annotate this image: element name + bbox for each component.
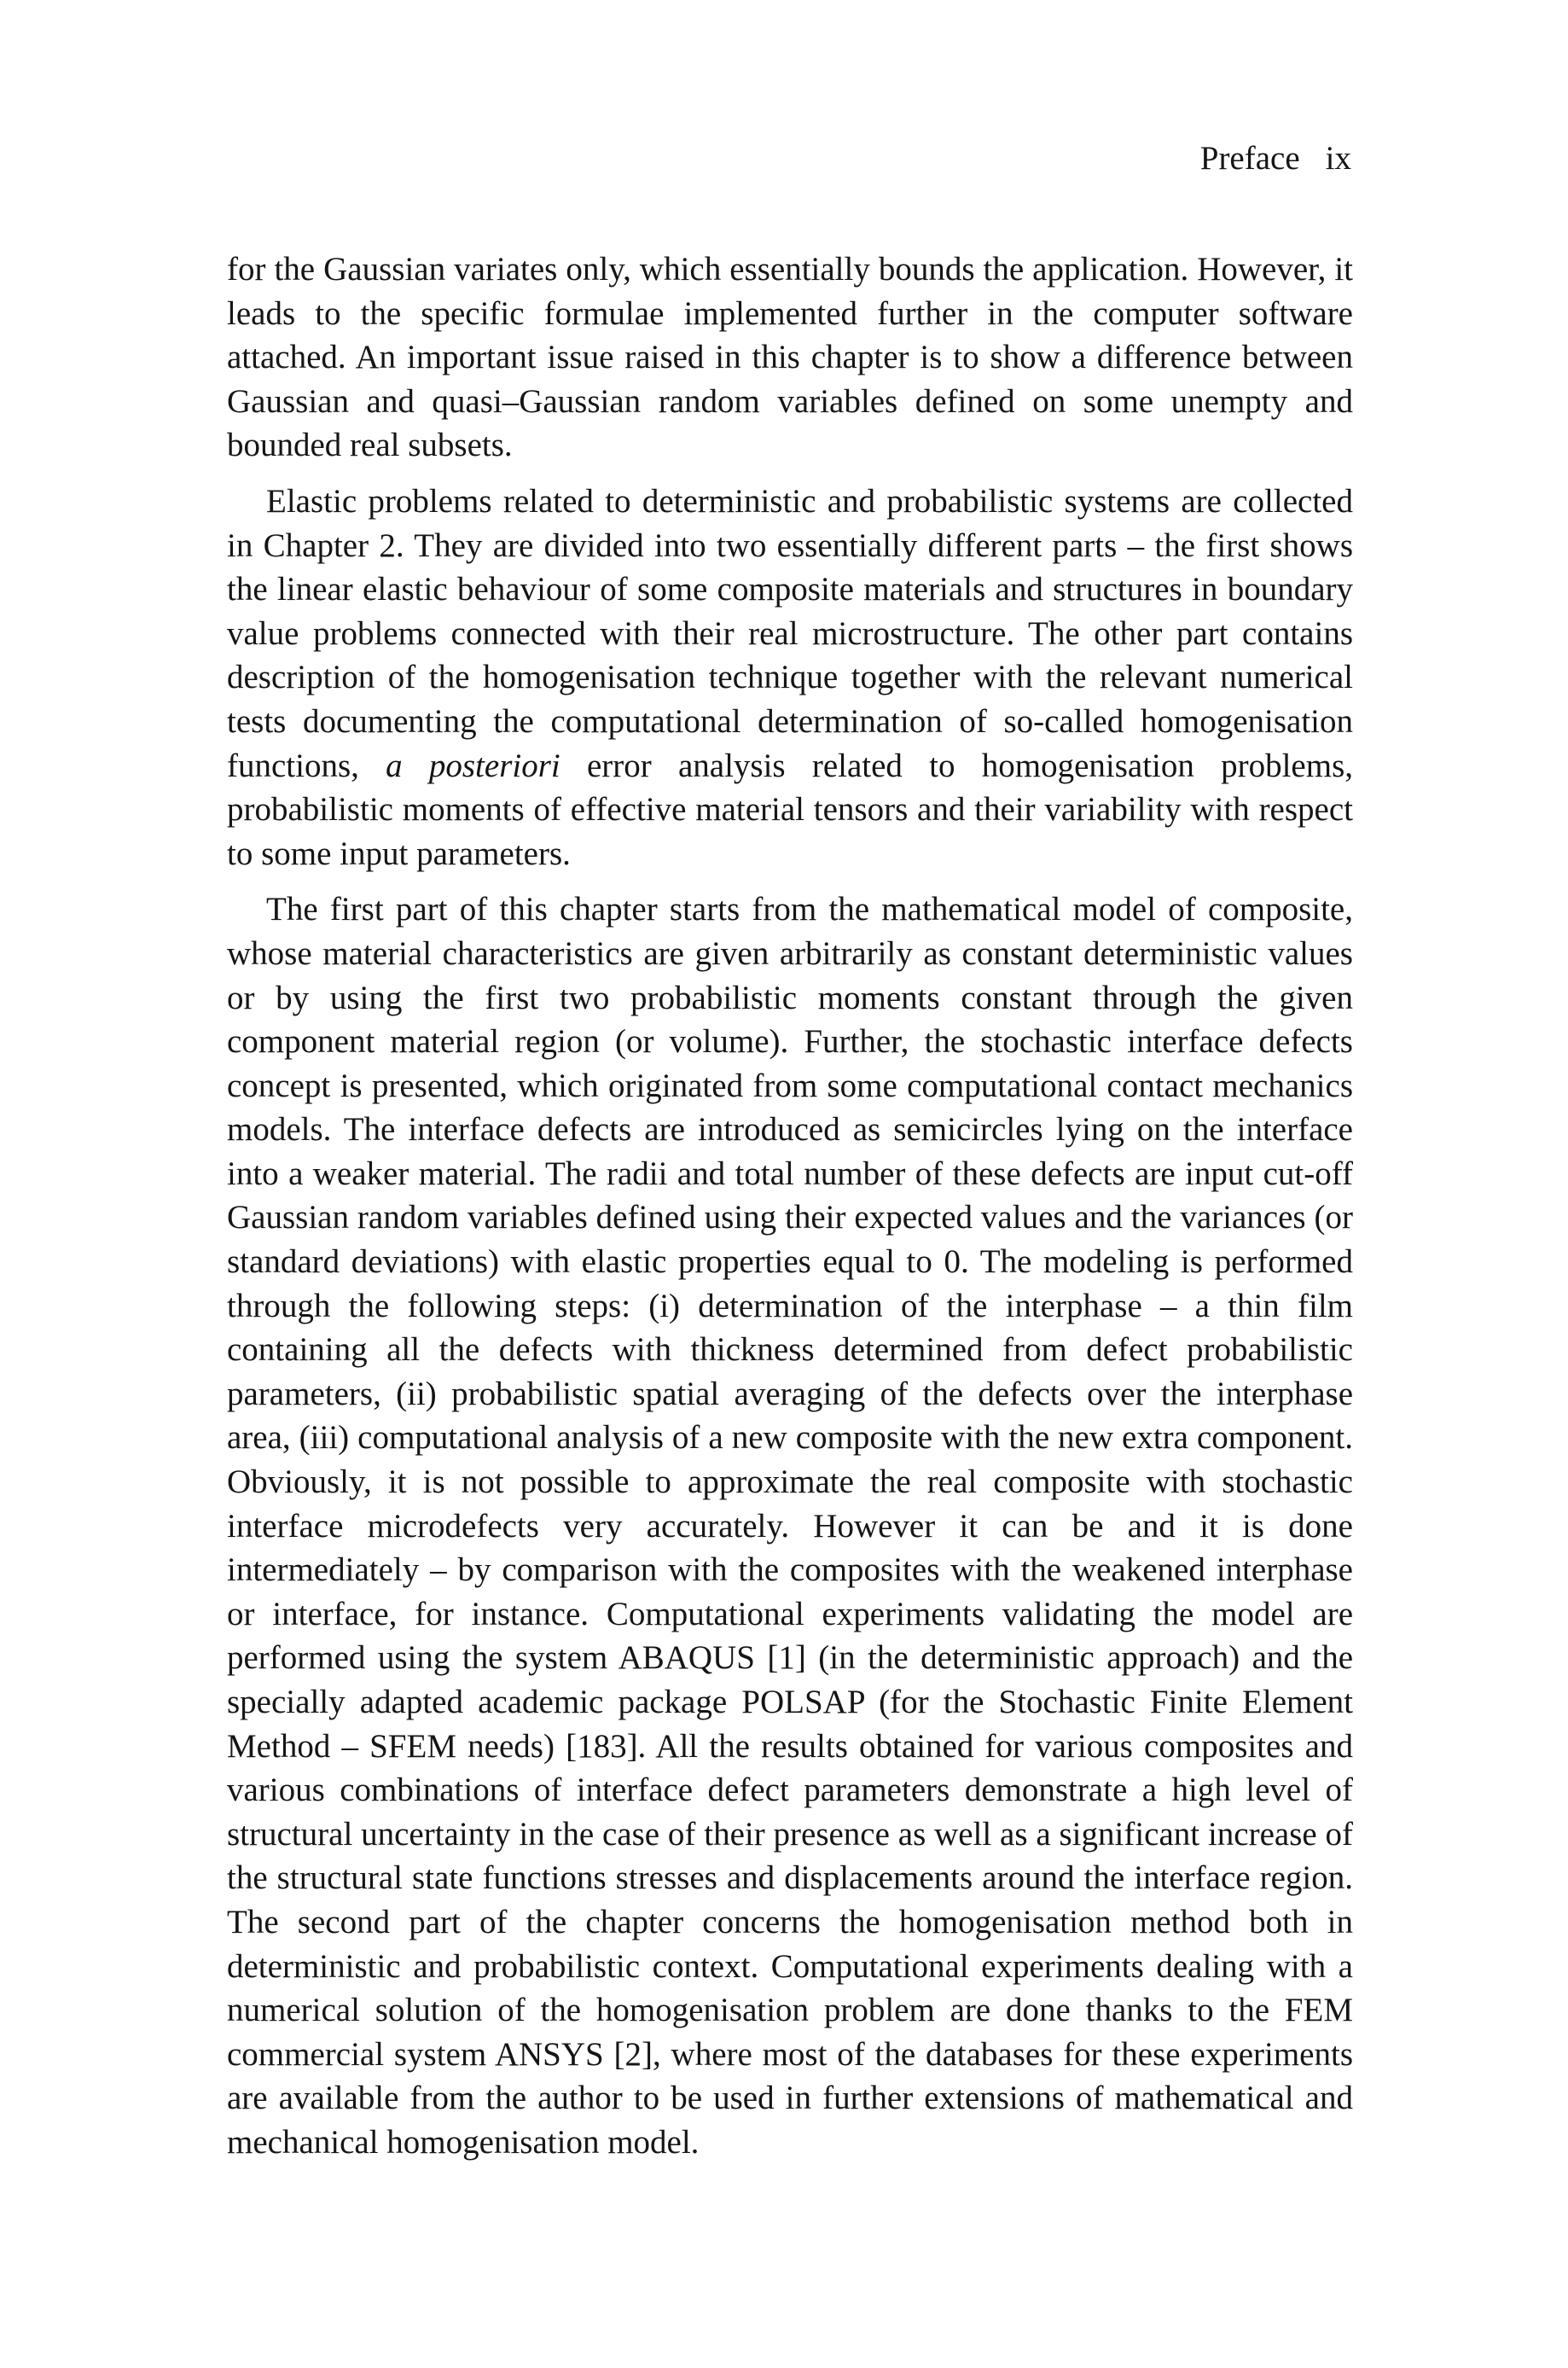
section-title: Preface [1199,140,1300,177]
paragraph-3: The first part of this chapter starts from the mathematical model of composite, whose material characteristics are given arbitrarily as constant deterministic values or by using the first two probabilistic moments constant through the given component material region (or volume). Further, the stochastic interface defects concept is presented, which originated from some computational contact mechanics models. The interface defects are introduced as semicircles lying on the interface into a weaker material. The radii and total number of these defects are input cut-off Gaussian random variables defined using their expected values and the variances (or standard deviations) with elastic properties equal to 0. The modeling is performed through the following steps: (i) determination of the interphase – a thin film containing all the defects with thickness determined from defect probabilistic parameters, (ii) probabilistic spatial averaging of the defects over the interphase area, (iii) computational analysis of a new composite with the new extra component. Obviously, it is not possible to approximate the real composite with stochastic interface microdefects very accurately. However it can be and it is done intermediately – by comparison with the composites with the weakened interphase or interface, for instance. Computational experiments validating the model are performed using the system ABAQUS [1] (in the deterministic approach) and the specially adapted academic package POLSAP (for the Stochastic Finite Element Method – SFEM needs) [183]. All the results obtained for various composites and various combinations of interface defect parameters demonstrate a high level of structural uncertainty in the case of their presence as well as a significant increase of the structural state functions stresses and displacements around the interface region. The second part of the chapter concerns the homogenisation method both in deterministic and probabilistic context. Computational experiments dealing with a numerical solution of the homogenisation problem are done thanks to the FEM commercial system ANSYS [2], where most of the databases for these experiments are available from the author to be used in further extensions of mathematical and mechanical homogenisation model. [227,891,1353,2161]
emphasis-a-posteriori: a posteriori [386,747,560,784]
body-text [227,247,1353,2165]
paragraph-2 [227,480,1353,876]
paragraph-2-text-a: Elastic problems related to deterministic and probabilistic systems are collected in Chapter 2. They are divided into two essentially different parts – the first shows the linear elastic behaviour of some composite materials and structures in boundary value problems connected with their real microstructure. The other part contains description of the homogenisation technique together with the relevant numerical tests documenting the computational determination of so-called homogenisation functions, [227,482,1353,784]
paragraph-2-text-b: error analysis related to homogenisation problems, probabilistic moments of effective material tensors and their variability with respect to some input parameters. [227,747,1353,872]
page-number: ix [1325,140,1351,177]
paragraph-1: for the Gaussian variates only, which essentially bounds the application. However, it leads to the specific formulae implemented further in the computer software attached. An important issue raised in this chapter is to show a difference between Gaussian and quasi–Gaussian random variables defined on some unempty and bounded real subsets. [227,251,1353,464]
running-header [1200,140,1351,177]
